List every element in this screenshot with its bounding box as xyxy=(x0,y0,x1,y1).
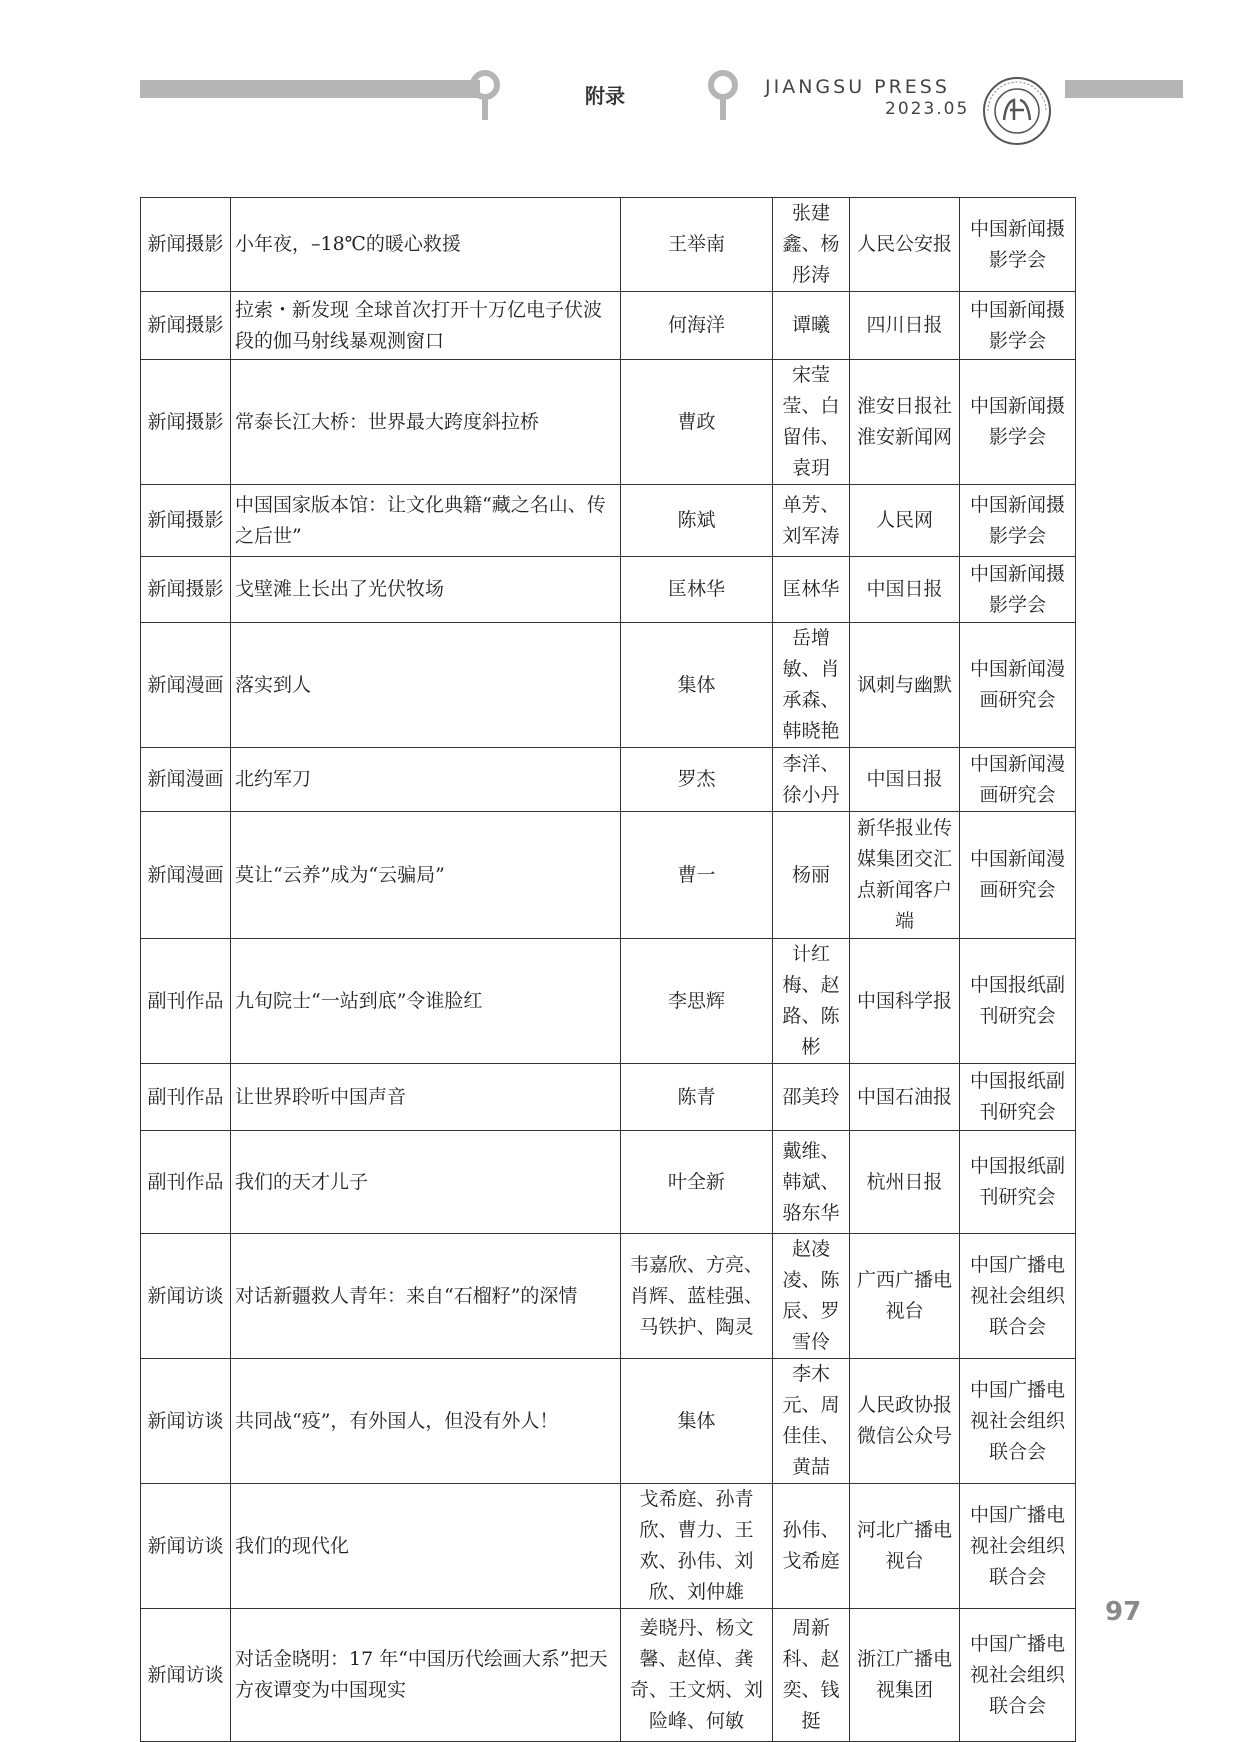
publisher-cell: 中国日报 xyxy=(850,557,960,623)
category-cell: 新闻访谈 xyxy=(141,1609,231,1742)
title-cell: 我们的现代化 xyxy=(231,1484,621,1609)
page-number: 97 xyxy=(1105,1597,1142,1627)
publisher-cell: 人民政协报微信公众号 xyxy=(850,1359,960,1484)
publisher-cell: 新华报业传媒集团交汇点新闻客户端 xyxy=(850,812,960,939)
editor-cell: 周新科、赵奕、钱挺 xyxy=(773,1609,850,1742)
table-row xyxy=(141,1131,1076,1234)
title-cell: 常泰长江大桥：世界最大跨度斜拉桥 xyxy=(231,360,621,485)
editor-cell: 邵美玲 xyxy=(773,1064,850,1131)
table-row xyxy=(141,557,1076,623)
issue-date: 2023.05 xyxy=(885,99,970,119)
recommender-cell: 中国报纸副刊研究会 xyxy=(960,1064,1076,1131)
title-cell: 小年夜，–18℃的暖心救援 xyxy=(231,198,621,292)
title-cell: 戈壁滩上长出了光伏牧场 xyxy=(231,557,621,623)
title-cell: 让世界聆听中国声音 xyxy=(231,1064,621,1131)
author-cell: 戈希庭、孙青欣、曹力、王欢、孙伟、刘欣、刘仲雄 xyxy=(621,1484,773,1609)
author-cell: 王举南 xyxy=(621,198,773,292)
editor-cell: 单芳、刘军涛 xyxy=(773,485,850,557)
editor-cell: 张建鑫、杨彤涛 xyxy=(773,198,850,292)
editor-cell: 岳增敏、肖承森、韩晓艳 xyxy=(773,623,850,748)
table-row xyxy=(141,485,1076,557)
title-cell: 北约军刀 xyxy=(231,748,621,812)
recommender-cell: 中国广播电视社会组织联合会 xyxy=(960,1484,1076,1609)
table-row xyxy=(141,1234,1076,1359)
recommender-cell: 中国新闻摄影学会 xyxy=(960,557,1076,623)
publisher-cell: 四川日报 xyxy=(850,292,960,360)
pin-icon-right xyxy=(706,70,740,122)
editor-cell: 谭曦 xyxy=(773,292,850,360)
category-cell: 新闻漫画 xyxy=(141,623,231,748)
author-cell: 姜晓丹、杨文馨、赵倬、龚奇、王文炳、刘险峰、何敏 xyxy=(621,1609,773,1742)
recommender-cell: 中国广播电视社会组织联合会 xyxy=(960,1359,1076,1484)
publisher-cell: 淮安日报社淮安新闻网 xyxy=(850,360,960,485)
recommender-cell: 中国新闻摄影学会 xyxy=(960,360,1076,485)
recommender-cell: 中国报纸副刊研究会 xyxy=(960,939,1076,1064)
author-cell: 曹一 xyxy=(621,812,773,939)
recommender-cell: 中国广播电视社会组织联合会 xyxy=(960,1609,1076,1742)
publisher-cell: 中国科学报 xyxy=(850,939,960,1064)
category-cell: 副刊作品 xyxy=(141,1131,231,1234)
author-cell: 集体 xyxy=(621,623,773,748)
header-bar-left xyxy=(140,80,480,98)
recommender-cell: 中国新闻漫画研究会 xyxy=(960,748,1076,812)
category-cell: 新闻漫画 xyxy=(141,812,231,939)
editor-cell: 孙伟、戈希庭 xyxy=(773,1484,850,1609)
category-cell: 副刊作品 xyxy=(141,1064,231,1131)
table-row xyxy=(141,1359,1076,1484)
category-cell: 新闻访谈 xyxy=(141,1359,231,1484)
publisher-cell: 广西广播电视台 xyxy=(850,1234,960,1359)
recommender-cell: 中国新闻漫画研究会 xyxy=(960,812,1076,939)
category-cell: 新闻漫画 xyxy=(141,748,231,812)
table-row xyxy=(141,1484,1076,1609)
title-cell: 对话金晓明：17 年“中国历代绘画大系”把天方夜谭变为中国现实 xyxy=(231,1609,621,1742)
category-cell: 新闻摄影 xyxy=(141,485,231,557)
table-row xyxy=(141,198,1076,292)
table-row xyxy=(141,360,1076,485)
editor-cell: 计红梅、赵路、陈彬 xyxy=(773,939,850,1064)
author-cell: 罗杰 xyxy=(621,748,773,812)
author-cell: 叶全新 xyxy=(621,1131,773,1234)
title-cell: 拉索・新发现 全球首次打开十万亿电子伏波段的伽马射线暴观测窗口 xyxy=(231,292,621,360)
table-row xyxy=(141,812,1076,939)
author-cell: 曹政 xyxy=(621,360,773,485)
author-cell: 集体 xyxy=(621,1359,773,1484)
editor-cell: 李洋、徐小丹 xyxy=(773,748,850,812)
title-cell: 落实到人 xyxy=(231,623,621,748)
title-cell: 九旬院士“一站到底”令谁脸红 xyxy=(231,939,621,1064)
awards-table xyxy=(140,197,1076,1742)
category-cell: 新闻访谈 xyxy=(141,1234,231,1359)
table-row xyxy=(141,748,1076,812)
recommender-cell: 中国新闻漫画研究会 xyxy=(960,623,1076,748)
title-cell: 中国国家版本馆：让文化典籍“藏之名山、传之后世” xyxy=(231,485,621,557)
recommender-cell: 中国新闻摄影学会 xyxy=(960,292,1076,360)
recommender-cell: 中国广播电视社会组织联合会 xyxy=(960,1234,1076,1359)
table-row xyxy=(141,623,1076,748)
section-title: 附录 xyxy=(585,84,625,108)
author-cell: 李思辉 xyxy=(621,939,773,1064)
publisher-cell: 河北广播电视台 xyxy=(850,1484,960,1609)
category-cell: 新闻摄影 xyxy=(141,557,231,623)
title-cell: 莫让“云养”成为“云骗局” xyxy=(231,812,621,939)
publisher-cell: 中国石油报 xyxy=(850,1064,960,1131)
publisher-cell: 人民网 xyxy=(850,485,960,557)
recommender-cell: 中国新闻摄影学会 xyxy=(960,485,1076,557)
press-name: JIANGSU PRESS xyxy=(765,76,950,98)
author-cell: 陈斌 xyxy=(621,485,773,557)
title-cell: 我们的天才儿子 xyxy=(231,1131,621,1234)
author-cell: 韦嘉欣、方亮、肖辉、蓝桂强、马铁护、陶灵 xyxy=(621,1234,773,1359)
table-row xyxy=(141,1609,1076,1742)
pin-icon-left xyxy=(468,70,502,122)
table-row xyxy=(141,1064,1076,1131)
category-cell: 新闻摄影 xyxy=(141,292,231,360)
category-cell: 新闻摄影 xyxy=(141,360,231,485)
author-cell: 陈青 xyxy=(621,1064,773,1131)
header-bar-right xyxy=(1065,80,1183,98)
editor-cell: 匡林华 xyxy=(773,557,850,623)
author-cell: 匡林华 xyxy=(621,557,773,623)
publisher-cell: 中国日报 xyxy=(850,748,960,812)
category-cell: 新闻摄影 xyxy=(141,198,231,292)
title-cell: 对话新疆救人青年：来自“石榴籽”的深情 xyxy=(231,1234,621,1359)
category-cell: 新闻访谈 xyxy=(141,1484,231,1609)
editor-cell: 赵凌凌、陈辰、罗雪伶 xyxy=(773,1234,850,1359)
table-row xyxy=(141,292,1076,360)
recommender-cell: 中国新闻摄影学会 xyxy=(960,198,1076,292)
editor-cell: 宋莹莹、白留伟、袁玥 xyxy=(773,360,850,485)
publisher-cell: 讽刺与幽默 xyxy=(850,623,960,748)
association-seal-icon xyxy=(982,76,1052,146)
editor-cell: 杨丽 xyxy=(773,812,850,939)
editor-cell: 戴维、韩斌、骆东华 xyxy=(773,1131,850,1234)
publisher-cell: 浙江广播电视集团 xyxy=(850,1609,960,1742)
title-cell: 共同战“疫”，有外国人，但没有外人！ xyxy=(231,1359,621,1484)
category-cell: 副刊作品 xyxy=(141,939,231,1064)
publisher-cell: 杭州日报 xyxy=(850,1131,960,1234)
recommender-cell: 中国报纸副刊研究会 xyxy=(960,1131,1076,1234)
table-row xyxy=(141,939,1076,1064)
author-cell: 何海洋 xyxy=(621,292,773,360)
publisher-cell: 人民公安报 xyxy=(850,198,960,292)
editor-cell: 李木元、周佳佳、黄喆 xyxy=(773,1359,850,1484)
